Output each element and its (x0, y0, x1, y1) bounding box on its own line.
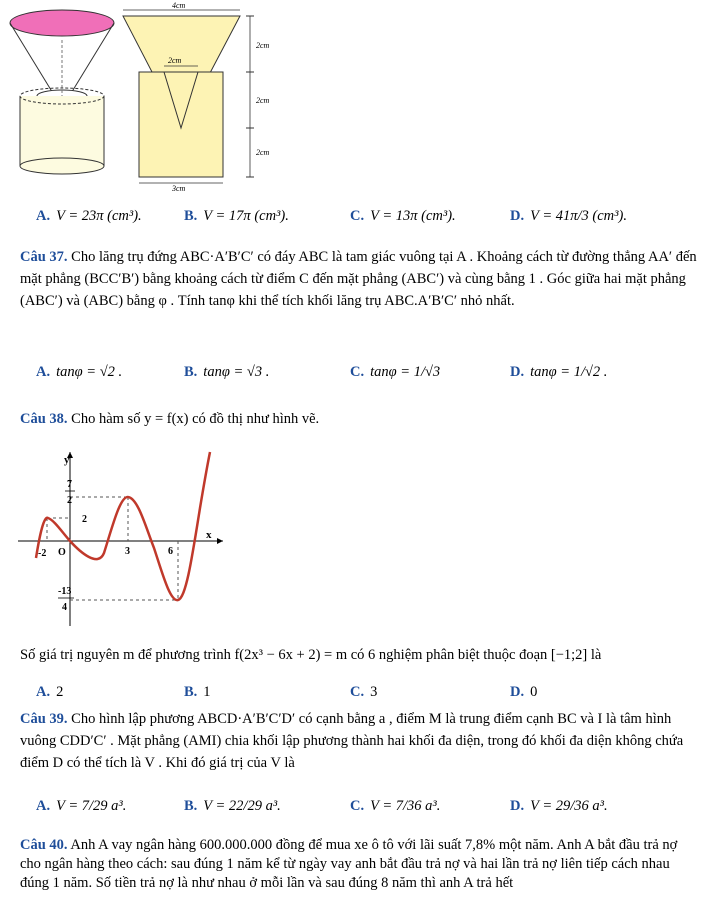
q39-option-d[interactable]: D. V = 29/36 a³. (510, 798, 608, 814)
dim-mid-width: 2cm (168, 56, 182, 65)
graph-curve (36, 452, 210, 600)
q39-option-b[interactable]: B. V = 22/29 a³. (184, 798, 281, 814)
q40-text (20, 836, 700, 893)
dim-upper-height: 2cm (256, 41, 270, 50)
q38-option-a[interactable]: A. 2 (36, 684, 64, 700)
label-three: 3 (125, 546, 130, 557)
dim-lower-height-2: 2cm (256, 148, 270, 157)
function-graph (18, 448, 228, 628)
q36-option-d[interactable]: D. V = 41π/3 (cm³). (510, 208, 627, 224)
label-seven: 7 (67, 479, 72, 490)
q39-text (20, 708, 700, 774)
q36-option-b[interactable]: B. V = 17π (cm³). (184, 208, 289, 224)
q37-option-b[interactable]: B. tanφ = √3 . (184, 364, 270, 380)
q36-option-c[interactable]: C. V = 13π (cm³). (350, 208, 456, 224)
dim-top: 4cm (172, 1, 186, 10)
top-figure (0, 0, 300, 200)
label-neg13: -13 (58, 586, 72, 597)
q39-option-c[interactable]: C. V = 7/36 a³. (350, 798, 441, 814)
q37-option-d[interactable]: D. tanφ = 1/√2 . (510, 364, 608, 380)
label-y: y (64, 454, 70, 466)
q36-option-a[interactable]: A. V = 23π (cm³). (36, 208, 142, 224)
q37-option-c[interactable]: C. tanφ = 1/√3 (350, 364, 441, 380)
q40-body: Anh A vay ngân hàng 600.000.000 đồng để mua xe ô tô với lãi suất 7,8% một năm. Anh A bắt đầu trả nợ cho ngân hàng theo cách: sau đúng 1 năm kể từ ngày vay anh bắt đầu trả nợ và hai lần trả nợ liên tiếp cách nhau đúng 1 năm. Số tiền trả nợ là như nhau ở mỗi lần và sau đúng 8 năm thì anh A trả hết (20, 837, 678, 891)
label-origin: O (58, 547, 66, 558)
label-four: 4 (62, 602, 67, 613)
q38-text (20, 408, 700, 430)
label-x: x (206, 529, 212, 541)
q39-option-a[interactable]: A. V = 7/29 a³. (36, 798, 127, 814)
q39-body: Cho hình lập phương ABCD·A′B′C′D′ có cạnh bằng a , điểm M là trung điểm cạnh BC và I là tâm hình vuông CDD′C′ . Mặt phẳng (AMI) chia khối lập phương thành hai khối đa diện, trong đó khối đa diện không chứa điểm D có thể tích là V . Khi đó giá trị của V là (20, 711, 684, 771)
dim-lower-height-1: 2cm (256, 96, 270, 105)
q40-number: Câu 40. (20, 837, 68, 853)
q38-option-b[interactable]: B. 1 (184, 684, 211, 700)
label-six: 6 (168, 546, 173, 557)
q37-text (20, 246, 700, 312)
q38-number: Câu 38. (20, 411, 68, 427)
q37-number: Câu 37. (20, 249, 68, 265)
q39-number: Câu 39. (20, 711, 68, 727)
q37-body: Cho lăng trụ đứng ABC·A′B′C′ có đáy ABC là tam giác vuông tại A . Khoảng cách từ đường thẳng AA′ đến mặt phẳng (BCC′B′) bằng khoảng cách từ điểm C đến mặt phẳng (ABC′) và cùng bằng 1 . Góc giữa hai mặt phẳng (ABC′) và (ABC) bằng φ . Tính tanφ khi thể tích khối lăng trụ ABC.A′B′C′ nhỏ nhất. (20, 249, 697, 309)
label-two-den: 2 (67, 495, 72, 506)
q38-question: Số giá trị nguyên m để phương trình f(2x³ − 6x + 2) = m có 6 nghiệm phân biệt thuộc đoạn [−1;2] là (20, 647, 602, 663)
q38-option-c[interactable]: C. 3 (350, 684, 378, 700)
q38-option-d[interactable]: D. 0 (510, 684, 538, 700)
dim-bottom: 3cm (172, 184, 186, 193)
label-neg2: -2 (38, 548, 47, 559)
label-two: 2 (82, 514, 87, 525)
q38-body: Cho hàm số y = f(x) có đồ thị như hình vẽ. (71, 411, 320, 427)
q37-option-a[interactable]: A. tanφ = √2 . (36, 364, 123, 380)
